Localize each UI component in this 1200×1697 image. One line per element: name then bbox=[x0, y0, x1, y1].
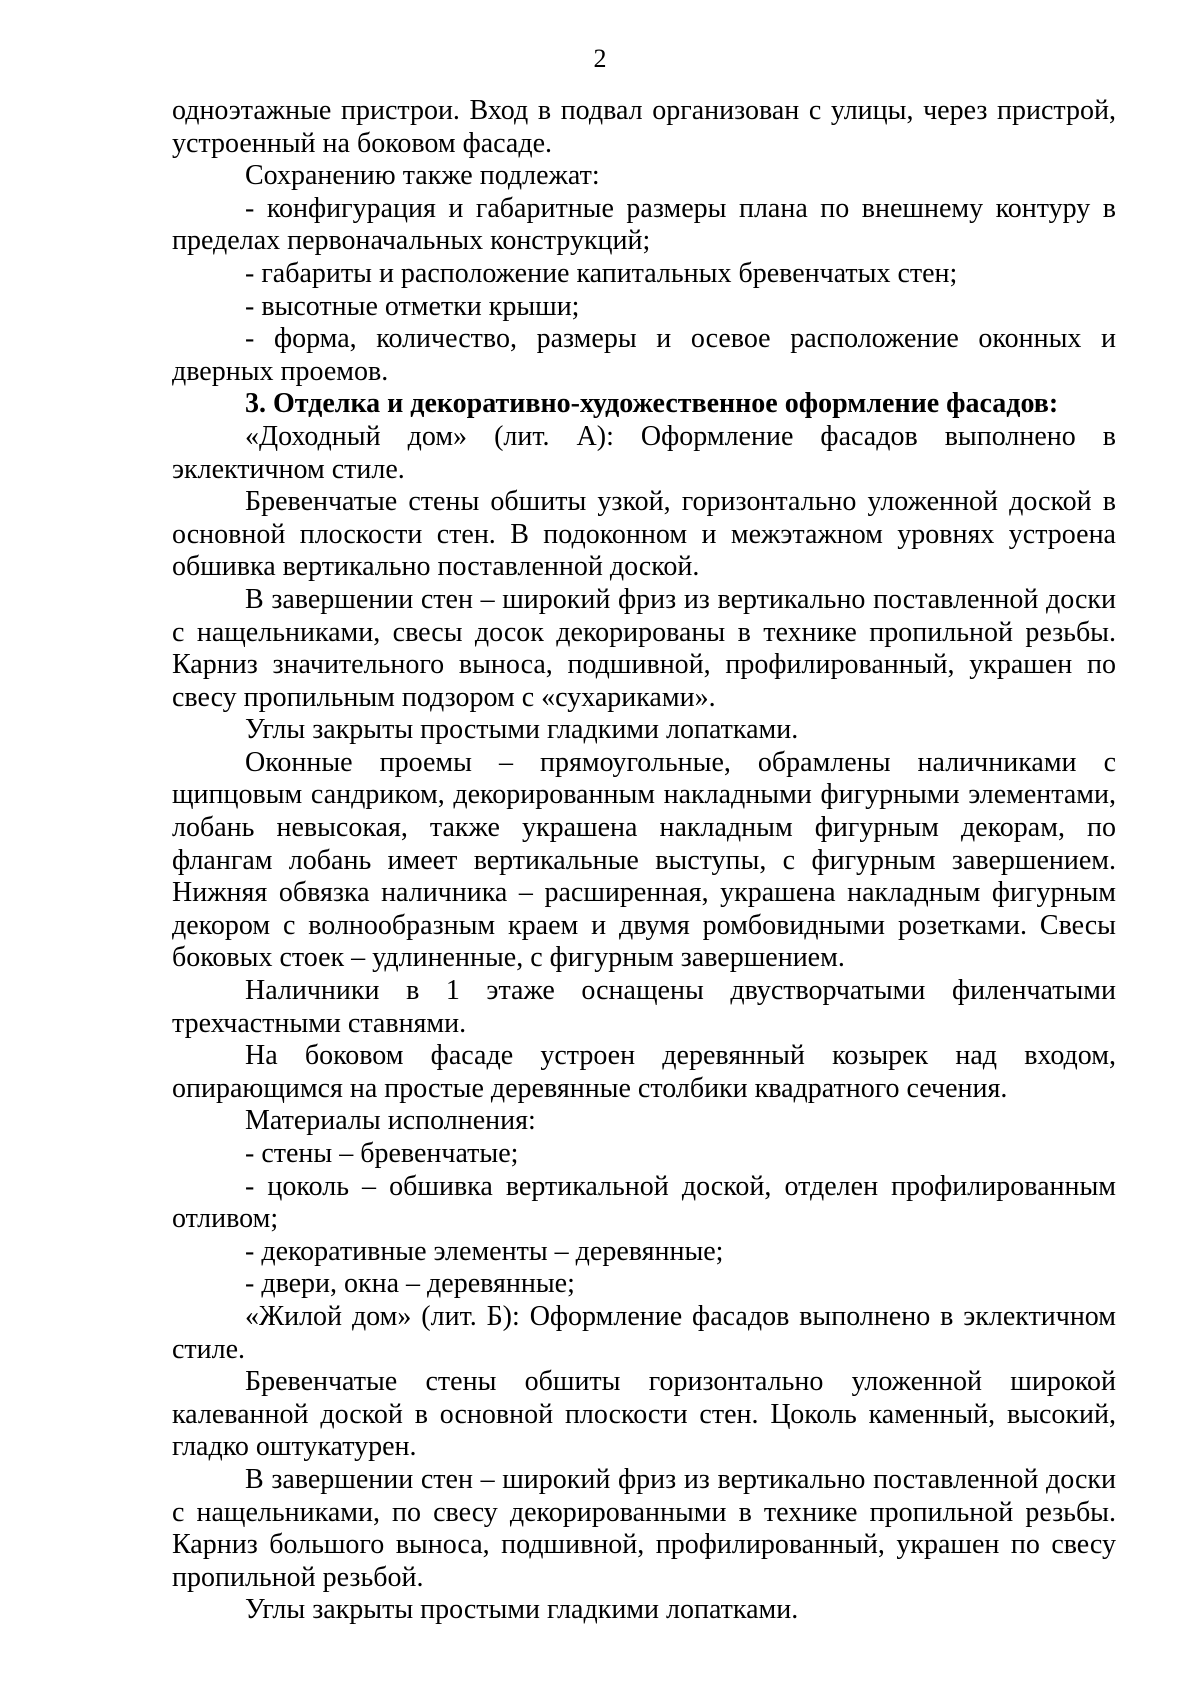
paragraph-preserve-intro: Сохранению также подлежат: bbox=[245, 160, 600, 192]
paragraph-lit-a-windows: Оконные проемы – прямоугольные, обрамлены наличниками с щипцовым сандриком, декорированным накладными фигурными элементами, лобань невысокая, также украшена накладным фигурным декорам, по флангам лобань имеет вертикальные выступы, с фигурным завершением. Нижняя обвязка наличника – расширенная, украшена накладным фигурным декором с волнообразным краем и двумя ромбовидными розетками. Свесы боковых стоек – удлиненные, с фигурным завершением. bbox=[172, 746, 1116, 974]
document-body bbox=[172, 95, 1116, 1627]
list-item-roof-marks: - высотные отметки крыши; bbox=[245, 290, 580, 322]
paragraph-lit-a-canopy: На боковом фасаде устроен деревянный козырек над входом, опирающимся на простые деревянные столбики квадратного сечения. bbox=[172, 1040, 1116, 1104]
paragraph-lit-b-style: «Жилой дом» (лит. Б): Оформление фасадов выполнено в эклектичном стиле. bbox=[172, 1300, 1116, 1365]
paragraph-lit-a-frieze: В завершении стен – широкий фриз из вертикально поставленной доски с нащельниками, свесы досок декорированы в технике пропильной резьбы. Карниз значительного выноса, подшивной, профилированный, украшен по свесу пропильным подзором с «сухариками». bbox=[172, 583, 1116, 713]
list-item-material-decor: - декоративные элементы – деревянные; bbox=[245, 1235, 724, 1267]
paragraph-lit-a-shutters: Наличники в 1 этаже оснащены двустворчатыми филенчатыми трехчастными ставнями. bbox=[172, 975, 1116, 1039]
paragraph-materials-intro: Материалы исполнения: bbox=[245, 1105, 536, 1137]
paragraph-lit-b-walls: Бревенчатые стены обшиты горизонтально уложенной широкой калеванной доской в основной плоскости стен. Цоколь каменный, высокий, гладко оштукатурен. bbox=[172, 1366, 1116, 1463]
paragraph-continuation: одноэтажные пристрои. Вход в подвал организован с улицы, через пристрой, устроенный на боковом фасаде. bbox=[172, 95, 1116, 159]
section-heading: 3. Отделка и декоративно-художественное оформление фасадов: bbox=[245, 388, 1059, 420]
paragraph-lit-a-walls: Бревенчатые стены обшиты узкой, горизонтально уложенной доской в основной плоскости стен. В подоконном и межэтажном уровнях устроена обшивка вертикально поставленной доской. bbox=[172, 486, 1116, 583]
paragraph-lit-b-frieze: В завершении стен – широкий фриз из вертикально поставленной доски с нащельниками, по свесу декорированными в технике пропильной резьбы. Карниз большого выноса, подшивной, профилированный, украшен по свесу пропильной резьбой. bbox=[172, 1463, 1116, 1593]
list-item-configuration: - конфигурация и габаритные размеры плана по внешнему контуру в пределах первоначальных конструкций; bbox=[172, 192, 1116, 257]
page-number: 2 bbox=[593, 44, 607, 73]
list-item-walls: - габариты и расположение капитальных бревенчатых стен; bbox=[245, 257, 958, 289]
list-item-openings: - форма, количество, размеры и осевое расположение оконных и дверных проемов. bbox=[172, 323, 1116, 387]
list-item-material-doors-windows: - двери, окна – деревянные; bbox=[245, 1268, 575, 1300]
paragraph-lit-a-corners: Углы закрыты простыми гладкими лопатками. bbox=[245, 714, 799, 746]
list-item-material-plinth: - цоколь – обшивка вертикальной доской, отделен профилированным отливом; bbox=[172, 1170, 1116, 1235]
list-item-material-walls: - стены – бревенчатые; bbox=[245, 1138, 519, 1169]
paragraph-lit-a-style: «Доходный дом» (лит. А): Оформление фасадов выполнено в эклектичном стиле. bbox=[172, 420, 1116, 485]
paragraph-lit-b-corners: Углы закрыты простыми гладкими лопатками. bbox=[245, 1594, 799, 1626]
